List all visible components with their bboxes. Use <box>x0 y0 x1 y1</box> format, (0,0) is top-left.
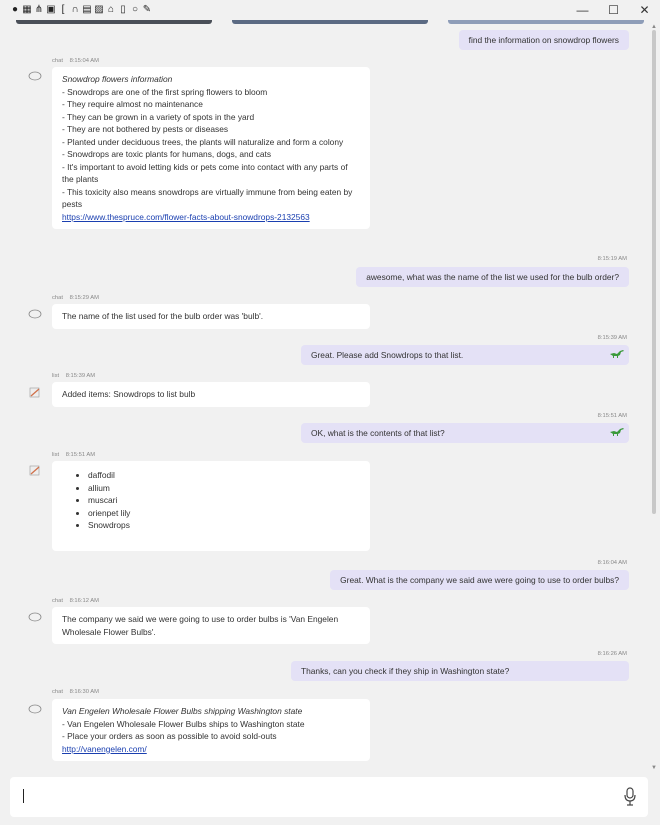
minimize-button[interactable]: — <box>576 3 589 17</box>
info-line: - Place your orders as soon as possible to avoid sold-outs <box>62 731 277 741</box>
message-meta <box>52 58 104 64</box>
source-link[interactable]: http://vanengelen.com/ <box>62 743 147 754</box>
sender-label: list <box>52 452 60 458</box>
message-title: Snowdrop flowers information <box>62 74 173 84</box>
dinosaur-icon <box>609 348 625 358</box>
timestamp: 8:16:26 AM <box>597 651 627 657</box>
gallery-icon[interactable]: ⌂ <box>107 4 115 15</box>
list-item: • Snowdrops <box>88 519 360 532</box>
timestamp: 8:15:39 AM <box>597 335 627 341</box>
message-meta <box>52 689 104 695</box>
assistant-message <box>52 607 370 644</box>
toolbar-icons <box>10 4 152 15</box>
title-bar <box>0 0 660 20</box>
timestamp: 8:16:30 AM <box>69 689 99 695</box>
chat-icon[interactable]: ○ <box>131 4 139 15</box>
info-line: - This toxicity also means snowdrops are virtually immune from being eaten by pests <box>62 186 353 209</box>
tab-indicator-2[interactable] <box>232 20 428 24</box>
message-meta <box>52 295 104 301</box>
info-line: - Snowdrops are one of the first spring flowers to bloom <box>62 86 268 97</box>
list-edit-icon <box>28 386 42 398</box>
sender-label: chat <box>52 598 63 604</box>
headphones-icon[interactable]: ∩ <box>71 4 79 15</box>
timestamp: 8:15:39 AM <box>65 373 96 379</box>
grid-icon[interactable]: ▦ <box>22 4 32 15</box>
calendar-icon[interactable]: ▤ <box>82 4 92 15</box>
sender-label: chat <box>52 689 63 695</box>
message-text: The company we said we were going to use to order bulbs is 'Van Engelen Wholesale Flower Bulbs'. <box>62 614 339 637</box>
dinosaur-icon <box>609 426 625 436</box>
list-item: • orienpet lily <box>88 507 360 520</box>
message-text: Added items: Snowdrops to list bulb <box>62 389 196 399</box>
sender-label: list <box>52 373 60 379</box>
chat-bubble-icon <box>28 71 42 81</box>
timestamp: 8:15:04 AM <box>69 58 99 64</box>
timestamp: 8:15:29 AM <box>69 295 99 301</box>
microphone-icon[interactable] <box>624 787 636 807</box>
info-line: - They require almost no maintenance <box>62 99 203 109</box>
tab-indicator-1[interactable] <box>16 20 212 24</box>
message-meta <box>52 598 104 604</box>
link-icon[interactable]: ✎ <box>142 4 152 15</box>
list-item: • muscari <box>88 494 360 507</box>
list-item: • daffodil <box>88 469 360 482</box>
text-cursor <box>23 789 24 803</box>
scrollbar-thumb[interactable] <box>652 30 656 514</box>
app-icon[interactable]: ● <box>11 4 19 15</box>
message-meta <box>52 373 100 379</box>
chat-bubble-icon <box>28 704 42 714</box>
info-line: - Van Engelen Wholesale Flower Bulbs ships to Washington state <box>62 718 305 729</box>
assistant-message <box>52 304 370 329</box>
assistant-message <box>52 382 370 407</box>
scroll-down-icon[interactable]: ▼ <box>651 765 657 771</box>
timestamp: 8:15:51 AM <box>65 452 96 458</box>
message-input[interactable] <box>10 777 648 817</box>
timestamp: 8:16:12 AM <box>69 598 99 604</box>
user-message: Great. Please add Snowdrops to that list. <box>301 345 629 365</box>
user-message: Great. What is the company we said awe were going to use to order bulbs? <box>330 570 629 590</box>
message-title: Van Engelen Wholesale Flower Bulbs shipping Washington state <box>62 706 303 716</box>
bracket-icon[interactable]: [ <box>61 4 65 15</box>
user-message: awesome, what was the name of the list we used for the bulb order? <box>356 267 629 287</box>
assistant-message <box>52 699 370 761</box>
sender-label: chat <box>52 295 63 301</box>
assistant-message <box>52 461 370 551</box>
info-line: - It's important to avoid letting kids or pets come into contact with any parts of the plants <box>62 161 348 184</box>
list-item: • allium <box>88 482 360 495</box>
info-line: - They can be grown in a variety of spots in the yard <box>62 111 255 122</box>
chat-bubble-icon <box>28 612 42 622</box>
save-icon[interactable]: ▣ <box>46 4 56 15</box>
close-button[interactable]: ✕ <box>639 3 650 17</box>
maximize-button[interactable]: ☐ <box>608 3 619 17</box>
timestamp: 8:15:51 AM <box>597 413 627 419</box>
chat-history <box>4 25 647 775</box>
scroll-up-icon[interactable]: ▲ <box>651 24 657 30</box>
flow-icon[interactable]: ⋔ <box>34 4 44 15</box>
user-message: OK, what is the contents of that list? <box>301 423 629 443</box>
file-icon[interactable]: ▯ <box>120 4 126 15</box>
assistant-message <box>52 67 370 229</box>
image-icon[interactable]: ▨ <box>94 4 104 15</box>
sender-label: chat <box>52 58 63 64</box>
source-link[interactable]: https://www.thespruce.com/flower-facts-about-snowdrops-2132563 <box>62 211 310 222</box>
message-meta <box>52 452 100 458</box>
user-message: Thanks, can you check if they ship in Washington state? <box>291 661 629 681</box>
list-contents <box>62 469 360 532</box>
list-edit-icon <box>28 464 42 476</box>
info-line: - Snowdrops are toxic plants for humans, dogs, and cats <box>62 149 272 159</box>
info-line: - Planted under deciduous trees, the plants will naturalize and form a colony <box>62 136 344 147</box>
user-message: find the information on snowdrop flowers <box>459 30 629 50</box>
chat-bubble-icon <box>28 309 42 319</box>
tab-indicator-3[interactable] <box>448 20 644 24</box>
info-line: - They are not bothered by pests or diseases <box>62 124 229 134</box>
message-text: The name of the list used for the bulb order was 'bulb'. <box>62 311 264 321</box>
timestamp: 8:15:19 AM <box>597 256 627 262</box>
timestamp: 8:16:04 AM <box>597 560 627 566</box>
